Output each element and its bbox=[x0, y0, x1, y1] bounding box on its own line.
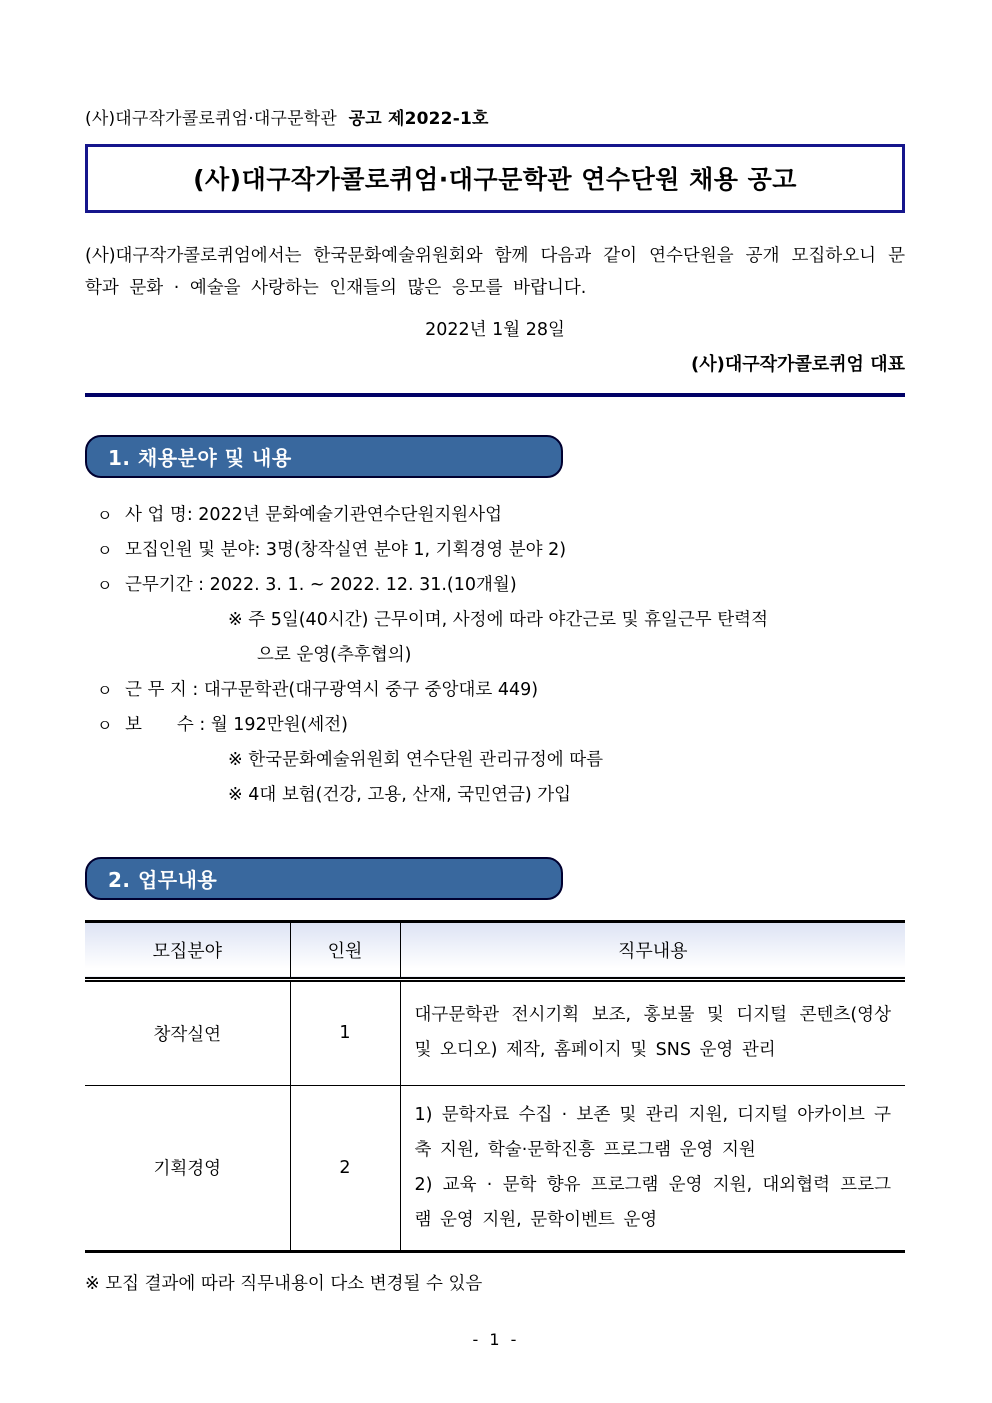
divider-rule bbox=[85, 393, 905, 397]
list-item-text: 사 업 명: 2022년 문화예술기관연수단원지원사업 bbox=[125, 504, 502, 525]
cell-field: 기획경영 bbox=[85, 1085, 290, 1251]
circle-bullet: ㅇ bbox=[97, 505, 113, 525]
col-header-duty: 직무내용 bbox=[400, 921, 905, 979]
col-header-count: 인원 bbox=[290, 921, 400, 979]
cell-field: 창작실연 bbox=[85, 979, 290, 1085]
announcement-title: (사)대구작가콜로퀴엄·대구문학관 연수단원 채용 공고 bbox=[193, 165, 797, 194]
announcement-date: 2022년 1월 28일 bbox=[425, 319, 565, 340]
duties-table-wrap bbox=[85, 920, 905, 1253]
cell-count: 2 bbox=[290, 1085, 400, 1251]
list-item bbox=[85, 673, 905, 708]
list-note-text: 으로 운영(추후협의) bbox=[257, 644, 412, 665]
list-item bbox=[85, 498, 905, 533]
list-item-text: 보 수 : 월 192만원(세전) bbox=[125, 714, 348, 735]
section2-title: 2. 업무내용 bbox=[108, 867, 218, 892]
table-footnote: ※ 모집 결과에 따라 직무내용이 다소 변경될 수 있음 bbox=[85, 1273, 483, 1294]
table-header-row bbox=[85, 921, 905, 979]
announcement-title-box bbox=[85, 144, 905, 213]
intro-paragraph: (사)대구작가콜로퀴엄에서는 한국문화예술위원회와 함께 다음과 같이 연수단원을 공개 모집하오니 문학과 문화 · 예술을 사랑하는 인재들의 많은 응모를 바랍니다. bbox=[85, 246, 905, 298]
list-item-text: 근무기간 : 2022. 3. 1. ~ 2022. 12. 31.(10개월) bbox=[125, 574, 517, 595]
duty-line: 대구문학관 전시기획 보조, 홍보물 및 디지털 콘텐츠(영상 및 오디오) 제작, 홈페이지 및 SNS 운영 관리 bbox=[414, 1005, 891, 1061]
list-item-text: 근 무 지 : 대구문학관(대구광역시 중구 중앙대로 449) bbox=[125, 679, 539, 700]
table-row bbox=[85, 979, 905, 1085]
duty-line: 2) 교육 · 문학 향유 프로그램 운영 지원, 대외협력 프로그램 운영 지원, 문학이벤트 운영 bbox=[414, 1174, 891, 1230]
list-item bbox=[85, 708, 905, 743]
duties-table bbox=[85, 920, 905, 1253]
list-note-text: ※ 주 5일(40시간) 근무이며, 사정에 따라 야간근로 및 휴일근무 탄력적 bbox=[228, 609, 768, 630]
list-item bbox=[85, 533, 905, 568]
col-header-field: 모집분야 bbox=[85, 921, 290, 979]
section1-list bbox=[85, 498, 905, 813]
list-note-text: ※ 한국문화예술위원회 연수단원 관리규정에 따름 bbox=[228, 749, 604, 770]
cell-count: 1 bbox=[290, 979, 400, 1085]
list-item-text: 모집인원 및 분야: 3명(창작실연 분야 1, 기획경영 분야 2) bbox=[125, 539, 567, 560]
table-row bbox=[85, 1085, 905, 1251]
signer: (사)대구작가콜로퀴엄 대표 bbox=[691, 353, 905, 375]
list-note bbox=[85, 778, 905, 813]
section1-title: 1. 채용분야 및 내용 bbox=[108, 445, 292, 470]
circle-bullet: ㅇ bbox=[97, 540, 113, 560]
doc-number-id: 공고 제2022-1호 bbox=[348, 109, 489, 129]
circle-bullet: ㅇ bbox=[97, 715, 113, 735]
list-note-text: ※ 4대 보험(건강, 고용, 산재, 국민연금) 가입 bbox=[228, 784, 572, 805]
cell-duty bbox=[400, 979, 905, 1085]
circle-bullet: ㅇ bbox=[97, 575, 113, 595]
duty-line: 1) 문학자료 수집 · 보존 및 관리 지원, 디지털 아카이브 구축 지원, 학술·문학진흥 프로그램 운영 지원 bbox=[414, 1104, 891, 1160]
cell-duty bbox=[400, 1085, 905, 1251]
list-item bbox=[85, 568, 905, 603]
list-note bbox=[85, 743, 905, 778]
doc-number-line bbox=[85, 104, 905, 129]
doc-number-org: (사)대구작가콜로퀴엄·대구문학관 bbox=[85, 109, 337, 129]
circle-bullet: ㅇ bbox=[97, 680, 113, 700]
page-number: - 1 - bbox=[472, 1330, 520, 1349]
list-note-continuation bbox=[85, 638, 905, 673]
section1-header bbox=[85, 435, 563, 478]
list-note bbox=[85, 603, 905, 638]
section2-header bbox=[85, 857, 563, 900]
